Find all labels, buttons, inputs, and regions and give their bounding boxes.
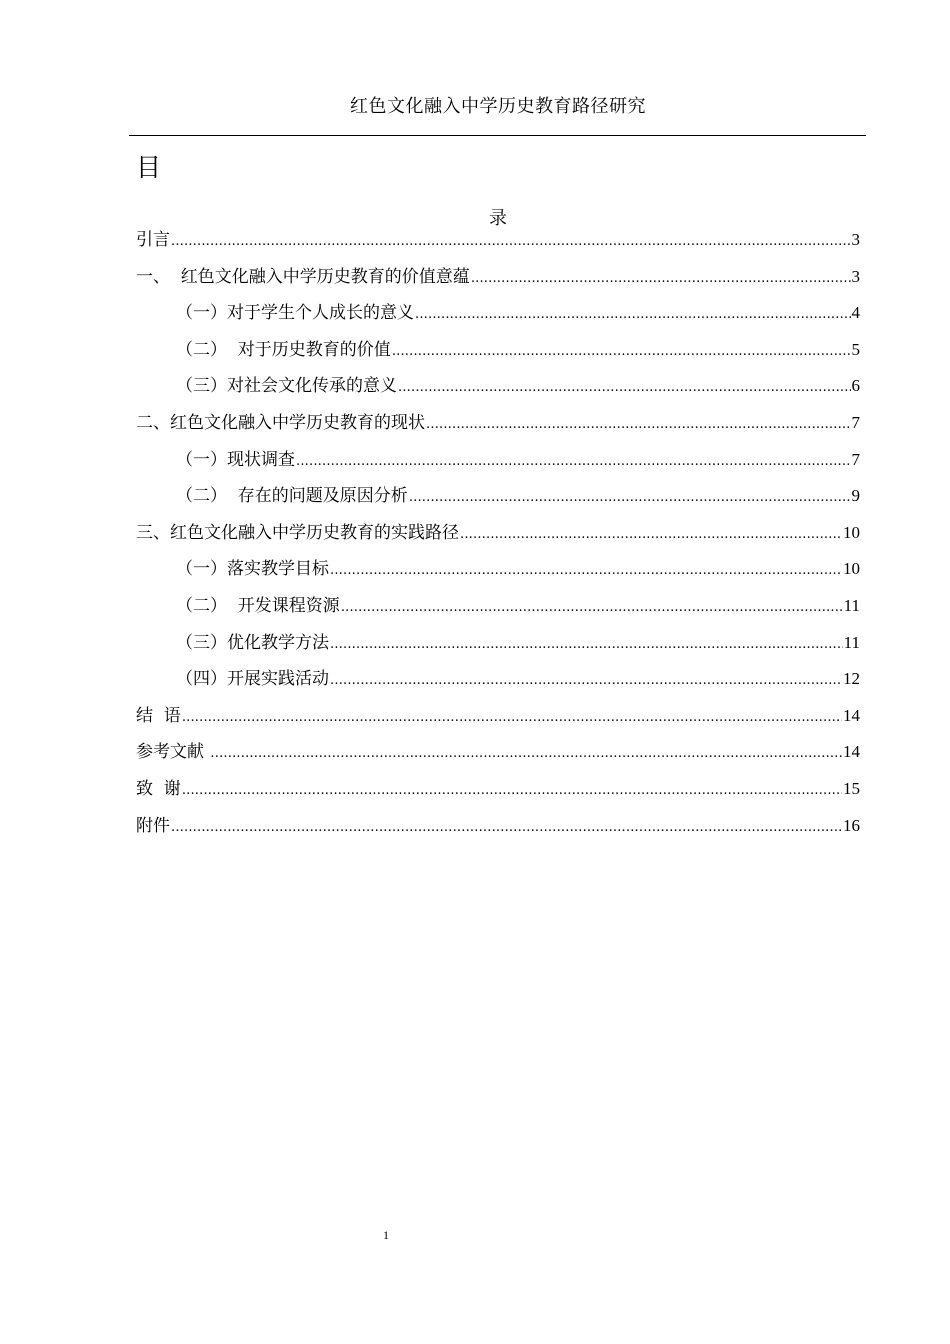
toc-entry-label: （三）优化教学方法 [176, 632, 329, 653]
toc-entry-page: 5 [851, 339, 860, 359]
document-header-title: 红色文化融入中学历史教育路径研究 [350, 96, 646, 117]
toc-dot-leader [171, 814, 842, 841]
toc-entry-acknowledgements[interactable] [136, 775, 860, 812]
toc-entry-3-4[interactable] [136, 665, 860, 702]
table-of-contents [136, 226, 860, 848]
toc-entry-label: （一）对于学生个人成长的意义 [176, 303, 414, 324]
toc-entry-page: 14 [843, 742, 860, 762]
toc-entry-page: 11 [843, 595, 860, 615]
toc-entry-label: 附件 [136, 815, 170, 836]
toc-entry-page: 15 [843, 778, 860, 798]
toc-entry-label: 三、红色文化融入中学历史教育的实践路径 [136, 522, 459, 543]
toc-entry-label: （二） 存在的问题及原因分析 [176, 486, 408, 507]
toc-entry-1-3[interactable] [136, 372, 860, 409]
toc-dot-leader [398, 374, 851, 401]
toc-entry-appendix[interactable] [136, 812, 860, 849]
toc-dot-leader [171, 228, 851, 255]
toc-dot-leader [460, 521, 842, 548]
toc-entry-page: 12 [843, 669, 860, 689]
toc-entry-label: 参考文献 [136, 742, 210, 763]
toc-entry-2-1[interactable] [136, 446, 860, 483]
toc-dot-leader [471, 265, 851, 292]
toc-entry-3-2[interactable] [136, 592, 860, 629]
toc-entry-page: 10 [843, 522, 860, 542]
toc-dot-leader [330, 557, 842, 584]
toc-entry-label: （二） 对于历史教育的价值 [176, 339, 391, 360]
toc-entry-page: 3 [851, 266, 860, 286]
toc-entry-page: 4 [851, 303, 860, 323]
toc-entry-references[interactable] [136, 738, 860, 775]
toc-entry-label: （一）落实教学目标 [176, 559, 329, 580]
toc-heading-mu: 目 [136, 153, 162, 182]
toc-entry-label: 致 谢 [136, 778, 181, 799]
toc-entry-label: （三）对社会文化传承的意义 [176, 376, 397, 397]
toc-entry-label: 引言 [136, 230, 170, 250]
toc-entry-page: 14 [843, 705, 860, 725]
toc-dot-leader [409, 484, 851, 511]
toc-entry-intro[interactable] [136, 226, 860, 263]
toc-dot-leader [426, 411, 851, 438]
toc-dot-leader [182, 704, 842, 731]
toc-entry-1-2[interactable] [136, 336, 860, 373]
toc-entry-conclusion[interactable] [136, 702, 860, 739]
page-number: 1 [383, 1228, 389, 1242]
toc-entry-chapter-2[interactable] [136, 409, 860, 446]
toc-entry-label: （二） 开发课程资源 [176, 595, 340, 616]
toc-entry-label: 二、红色文化融入中学历史教育的现状 [136, 412, 425, 433]
toc-entry-page: 11 [843, 632, 860, 652]
toc-dot-leader [341, 594, 843, 621]
toc-entry-page: 16 [843, 815, 860, 835]
toc-heading-lu: 录 [489, 208, 507, 229]
toc-entry-1-1[interactable] [136, 299, 860, 336]
toc-dot-leader [392, 338, 851, 365]
header-divider [129, 135, 866, 136]
toc-entry-page: 9 [851, 486, 860, 506]
toc-dot-leader [330, 667, 842, 694]
toc-entry-chapter-1[interactable] [136, 263, 860, 300]
toc-entry-chapter-3[interactable] [136, 519, 860, 556]
toc-entry-page: 7 [851, 449, 860, 469]
toc-entry-3-1[interactable] [136, 555, 860, 592]
toc-entry-3-3[interactable] [136, 629, 860, 666]
toc-entry-2-2[interactable] [136, 482, 860, 519]
toc-entry-page: 7 [851, 412, 860, 432]
toc-entry-page: 6 [851, 376, 860, 396]
toc-entry-page: 10 [843, 559, 860, 579]
toc-dot-leader [210, 740, 842, 767]
toc-entry-page: 3 [851, 230, 860, 249]
toc-dot-leader [182, 777, 842, 804]
toc-dot-leader [330, 631, 843, 658]
toc-dot-leader [296, 448, 851, 475]
toc-entry-label: （四）开展实践活动 [176, 669, 329, 690]
toc-dot-leader [415, 301, 851, 328]
toc-entry-label: 结 语 [136, 705, 181, 726]
toc-entry-label: （一）现状调查 [176, 449, 295, 470]
toc-entry-label: 一、 红色文化融入中学历史教育的价值意蕴 [136, 266, 470, 287]
